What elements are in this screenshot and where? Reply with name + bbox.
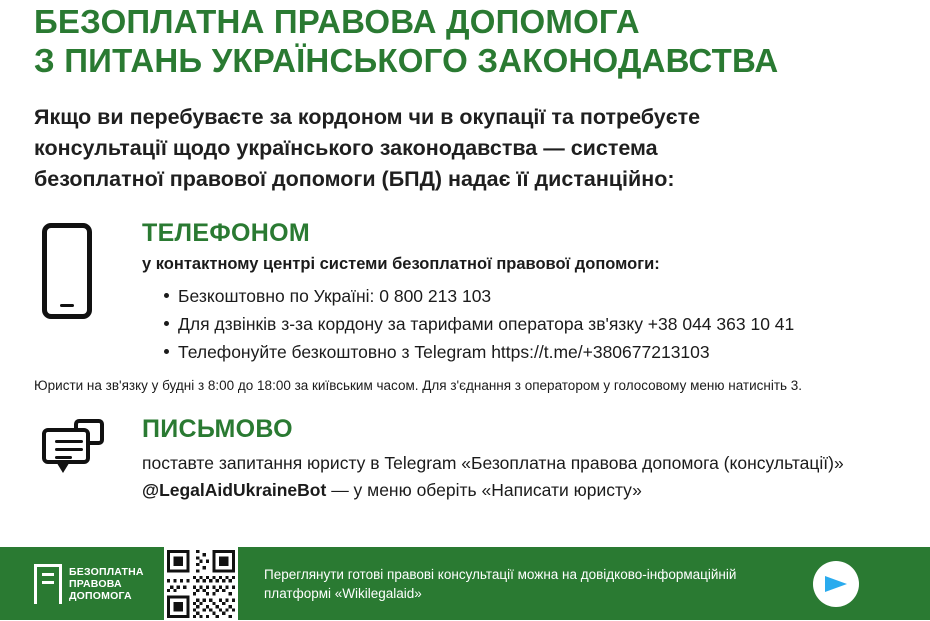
footer-text-line-1: Переглянути готові правові консультації можна на довідково-інформаційній	[264, 566, 737, 582]
written-section-title: ПИСЬМОВО	[142, 415, 293, 443]
logo-line-2: ПРАВОВА	[69, 577, 122, 590]
footer-text-line-2: платформі «Wikilegalaid»	[264, 585, 422, 601]
written-section	[0, 415, 930, 504]
written-line-1: поставте запитання юристу в Telegram «Безоплатна правова допомога (консультації)»	[142, 453, 844, 473]
footer	[0, 547, 930, 620]
qr-code-icon[interactable]	[164, 547, 238, 621]
mobile-phone-icon	[42, 223, 92, 319]
logo-line-1: БЕЗОПЛАТНА	[69, 565, 144, 578]
phone-section-title: ТЕЛЕФОНОМ	[142, 219, 310, 247]
phone-section-note: Юристи на зв'язку у будні з 8:00 до 18:00 за київським часом. Для з'єднання з оператором у голосовому меню натисніть 3.	[34, 378, 803, 393]
phone-section	[0, 219, 930, 366]
intro-paragraph	[0, 102, 930, 195]
qr-code-svg	[167, 550, 235, 618]
legal-aid-logo-text	[69, 566, 144, 602]
heading-line-2: З ПИТАНЬ УКРАЇНСЬКОГО ЗАКОНОДАВСТВА	[34, 42, 779, 79]
phone-icon-container	[34, 219, 142, 319]
chat-bubble-front	[42, 428, 90, 464]
chat-bubbles-icon	[42, 419, 104, 477]
page-title	[0, 0, 930, 80]
written-section-content	[142, 415, 896, 504]
list-item: Безкоштовно по Україні: 0 800 213 103	[164, 282, 896, 310]
logo-line-3: ДОПОМОГА	[69, 589, 132, 602]
intro-line-3: безоплатної правової допомоги (БПД) надає її дистанційно:	[34, 167, 675, 191]
chat-icon-container	[34, 415, 142, 477]
phone-section-content	[142, 219, 896, 366]
legal-aid-logo-icon	[34, 564, 62, 604]
written-line-2-rest: — у меню оберіть «Написати юристу»	[326, 480, 642, 500]
heading-line-1: БЕЗОПЛАТНА ПРАВОВА ДОПОМОГА	[34, 3, 640, 40]
intro-line-1: Якщо ви перебуваєте за кордоном чи в окупації та потребуєте	[34, 105, 701, 129]
intro-line-2: консультації щодо українського законодавства — система	[34, 136, 658, 160]
chat-bubble-lines	[55, 440, 83, 464]
list-item: Для дзвінків з-за кордону за тарифами оператора зв'язку +38 044 363 10 41	[164, 310, 896, 338]
phone-section-subtitle: у контактному центрі системи безоплатної правової допомоги:	[142, 255, 660, 273]
telegram-bot-handle[interactable]: @LegalAidUkraineBot	[142, 480, 327, 500]
footer-badge-container	[776, 561, 896, 607]
footer-text	[264, 565, 776, 603]
telegram-icon[interactable]	[813, 561, 859, 607]
legal-aid-logo	[34, 564, 154, 604]
written-line-2	[142, 477, 896, 504]
phone-bullet-list	[142, 282, 896, 366]
list-item[interactable]: Телефонуйте безкоштовно з Telegram https://t.me/+380677213103	[164, 338, 896, 366]
